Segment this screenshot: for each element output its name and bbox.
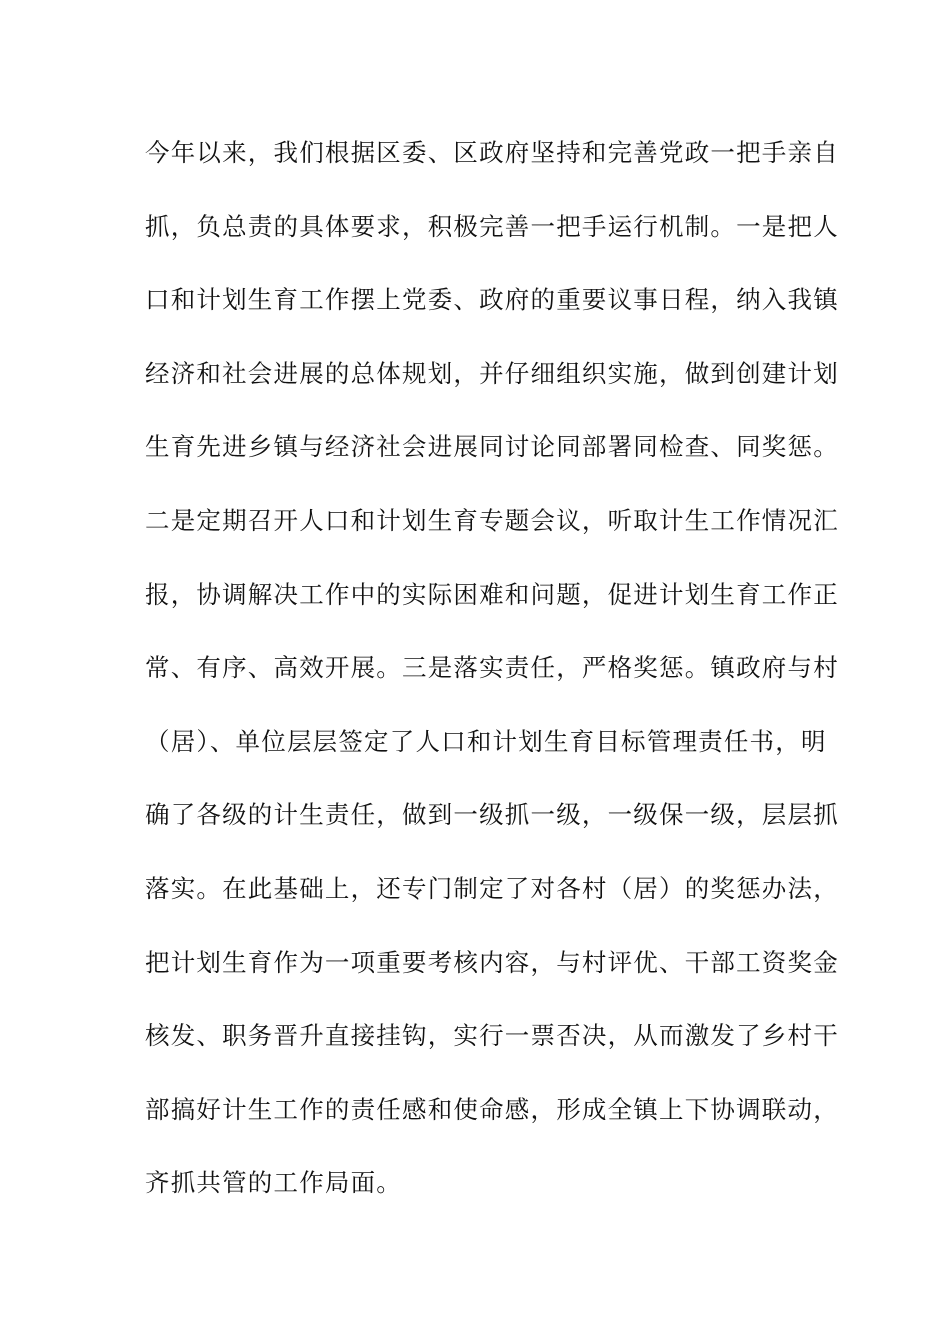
text-line: 今年以来，我们根据区委、区政府坚持和完善党政一把手亲自	[145, 138, 839, 167]
text-line: 经济和社会进展的总体规划，并仔细组织实施，做到创建计划	[145, 358, 839, 388]
text-line: 二是定期召开人口和计划生育专题会议，听取计生工作情况汇	[145, 505, 839, 535]
text-line: （居）、单位层层签定了人口和计划生育目标管理责任书，明	[145, 726, 827, 756]
text-line: 生育先进乡镇与经济社会进展同讨论同部署同检查、同奖惩。	[145, 432, 839, 462]
text-line: 口和计划生育工作摆上党委、政府的重要议事日程，纳入我镇	[145, 285, 839, 315]
text-line: 把计划生育作为一项重要考核内容，与村评优、干部工资奖金	[145, 947, 839, 977]
paragraph	[145, 131, 839, 1235]
text-line: 部搞好计生工作的责任感和使命感，形成全镇上下协调联动，	[145, 1094, 839, 1124]
text-line: 齐抓共管的工作局面。	[145, 1168, 402, 1198]
text-line: 确了各级的计生责任，做到一级抓一级，一级保一级，层层抓	[145, 800, 839, 830]
text-line: 核发、职务晋升直接挂钩，实行一票否决，从而激发了乡村干	[145, 1021, 839, 1051]
text-line: 抓，负总责的具体要求，积极完善一把手运行机制。一是把人	[145, 211, 839, 241]
text-line: 报，协调解决工作中的实际困难和问题，促进计划生育工作正	[145, 579, 839, 609]
text-line: 常、有序、高效开展。三是落实责任，严格奖惩。镇政府与村	[145, 653, 839, 683]
text-line: 落实。在此基础上，还专门制定了对各村（居）的奖惩办法，	[145, 873, 839, 903]
